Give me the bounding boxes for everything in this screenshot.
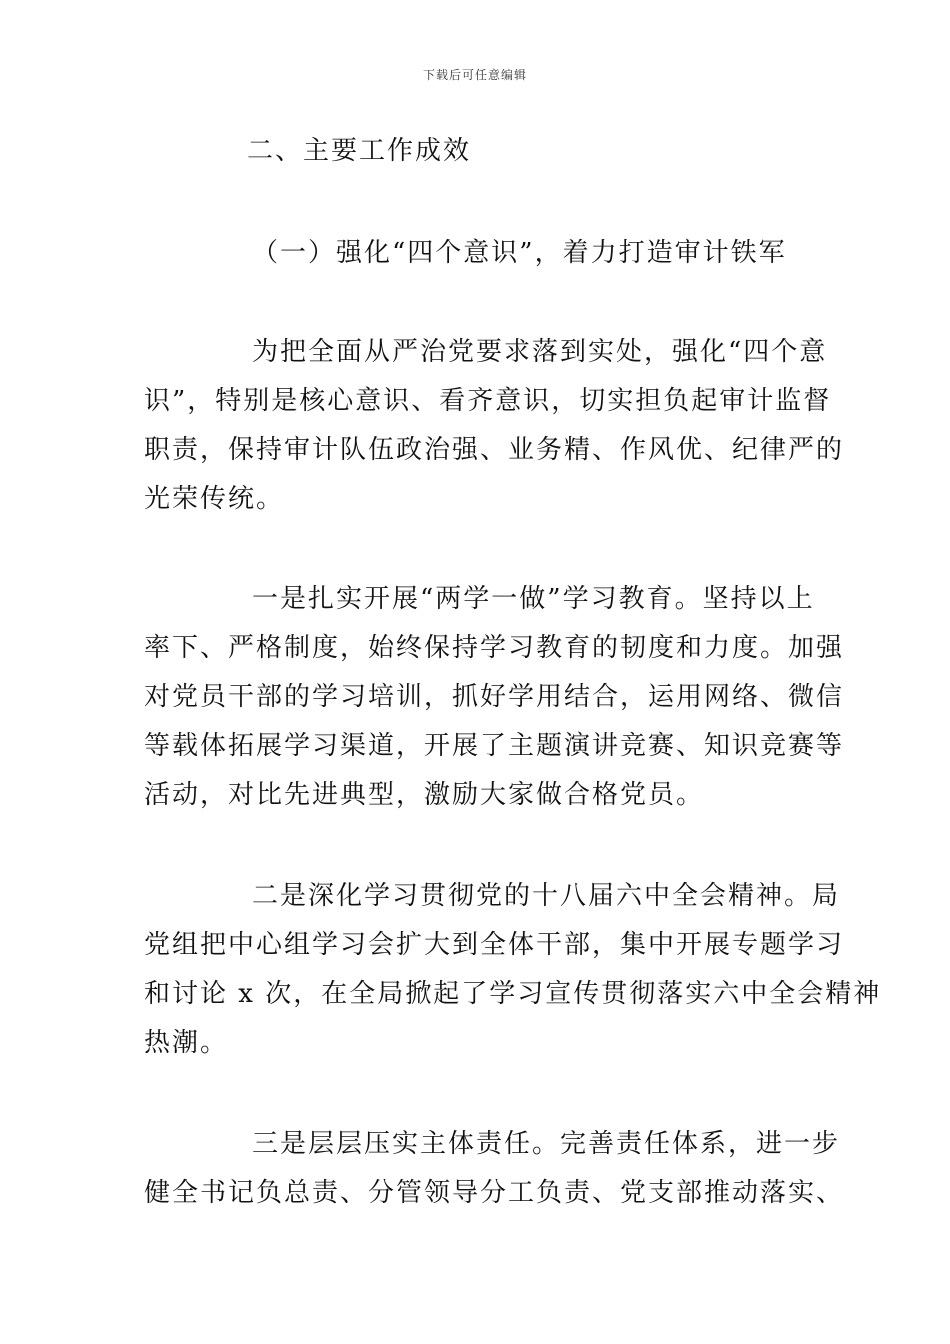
paragraph-responsibility bbox=[144, 1120, 845, 1218]
paragraph-line: 对党员干部的学习培训，抓好学用结合，运用网络、微信 bbox=[144, 682, 845, 712]
paragraph-sixth-plenary bbox=[144, 872, 882, 1068]
paragraph-line: 职责，保持审计队伍政治强、业务精、作风优、纪律严的 bbox=[144, 435, 845, 465]
paragraph-four-consciousness bbox=[144, 328, 845, 524]
paragraph-line: 和讨论 x 次，在全局掀起了学习宣传贯彻落实六中全会精神 bbox=[144, 979, 882, 1009]
paragraph-line: 三是层层压实主体责任。完善责任体系，进一步 bbox=[252, 1129, 841, 1159]
paragraph-line: 二是深化学习贯彻党的十八届六中全会精神。局 bbox=[252, 881, 841, 911]
paragraph-line: 活动，对比先进典型，激励大家做合格党员。 bbox=[144, 780, 705, 810]
header-note: 下载后可任意编辑 bbox=[422, 68, 527, 82]
paragraph-line: 一是扎实开展“两学一做”学习教育。坚持以上 bbox=[252, 584, 815, 614]
paragraph-line: 热潮。 bbox=[144, 1028, 229, 1058]
paragraph-line: 光荣传统。 bbox=[144, 484, 285, 514]
paragraph-line: 党组把中心组学习会扩大到全体干部，集中开展专题学习 bbox=[144, 930, 845, 960]
paragraph-line: 识”，特别是核心意识、看齐意识，切实担负起审计监督 bbox=[144, 386, 832, 416]
paragraph-line: 健全书记负总责、分管领导分工负责、党支部推动落实、 bbox=[144, 1178, 845, 1208]
section-title: 二、主要工作成效 bbox=[247, 136, 472, 166]
paragraph-line: 率下、严格制度，始终保持学习教育的韧度和力度。加强 bbox=[144, 633, 845, 663]
paragraph-two-studies bbox=[144, 575, 845, 820]
paragraph-line: 等载体拓展学习渠道，开展了主题演讲竞赛、知识竞赛等 bbox=[144, 731, 845, 761]
sub-title: （一）强化“四个意识”，着力打造审计铁军 bbox=[252, 238, 787, 268]
paragraph-line: 为把全面从严治党要求落到实处，强化“四个意 bbox=[252, 337, 828, 367]
